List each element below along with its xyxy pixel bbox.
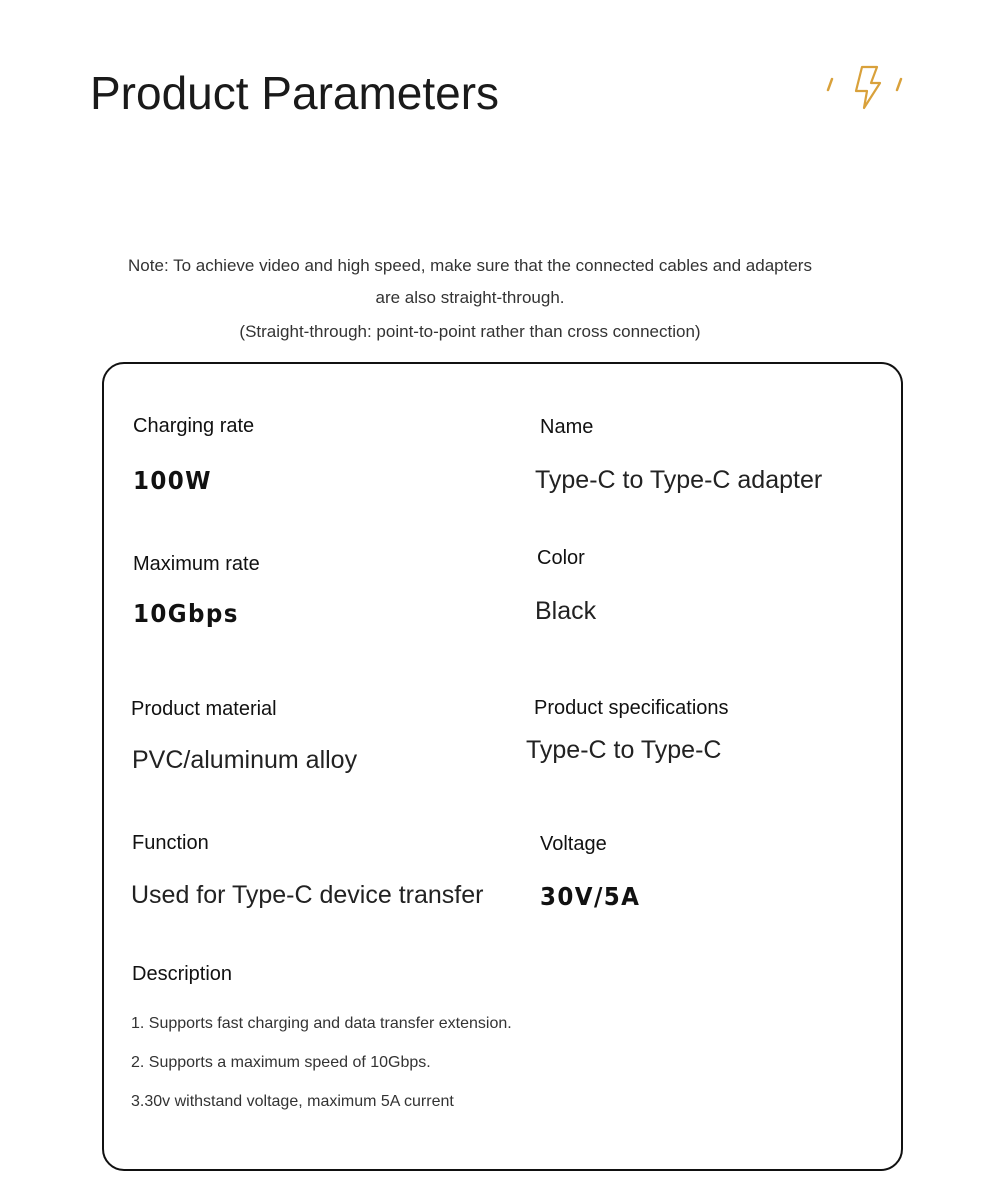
maximum-rate-value: 10Gbps — [133, 599, 239, 628]
material-value: PVC/aluminum alloy — [132, 746, 358, 774]
voltage-label: Voltage — [540, 833, 607, 855]
description-item: 2. Supports a maximum speed of 10Gbps. — [131, 1054, 431, 1071]
charging-rate-value: 100W — [133, 466, 212, 495]
lightning-bolt-icon — [822, 62, 912, 114]
color-label: Color — [537, 547, 585, 569]
voltage-value: 30V/5A — [540, 882, 641, 911]
function-value: Used for Type-C device transfer — [131, 881, 484, 909]
description-item: 3.30v withstand voltage, maximum 5A current — [131, 1093, 454, 1110]
maximum-rate-label: Maximum rate — [133, 553, 260, 575]
name-value: Type-C to Type-C adapter — [535, 466, 823, 494]
color-value: Black — [535, 597, 597, 625]
note-line-2: are also straight-through. — [375, 288, 565, 307]
function-label: Function — [132, 832, 209, 854]
charging-rate-label: Charging rate — [133, 415, 255, 437]
material-label: Product material — [131, 698, 277, 720]
note-line-1: Note: To achieve video and high speed, make sure that the connected cables and adapters — [128, 256, 812, 275]
name-label: Name — [540, 416, 594, 438]
specifications-value: Type-C to Type-C — [526, 736, 722, 764]
specifications-label: Product specifications — [534, 697, 729, 719]
description-label: Description — [132, 963, 233, 985]
description-item: 1. Supports fast charging and data transfer extension. — [131, 1015, 512, 1032]
page-title: Product Parameters — [90, 67, 500, 119]
note-line-3: (Straight-through: point-to-point rather than cross connection) — [239, 322, 701, 341]
